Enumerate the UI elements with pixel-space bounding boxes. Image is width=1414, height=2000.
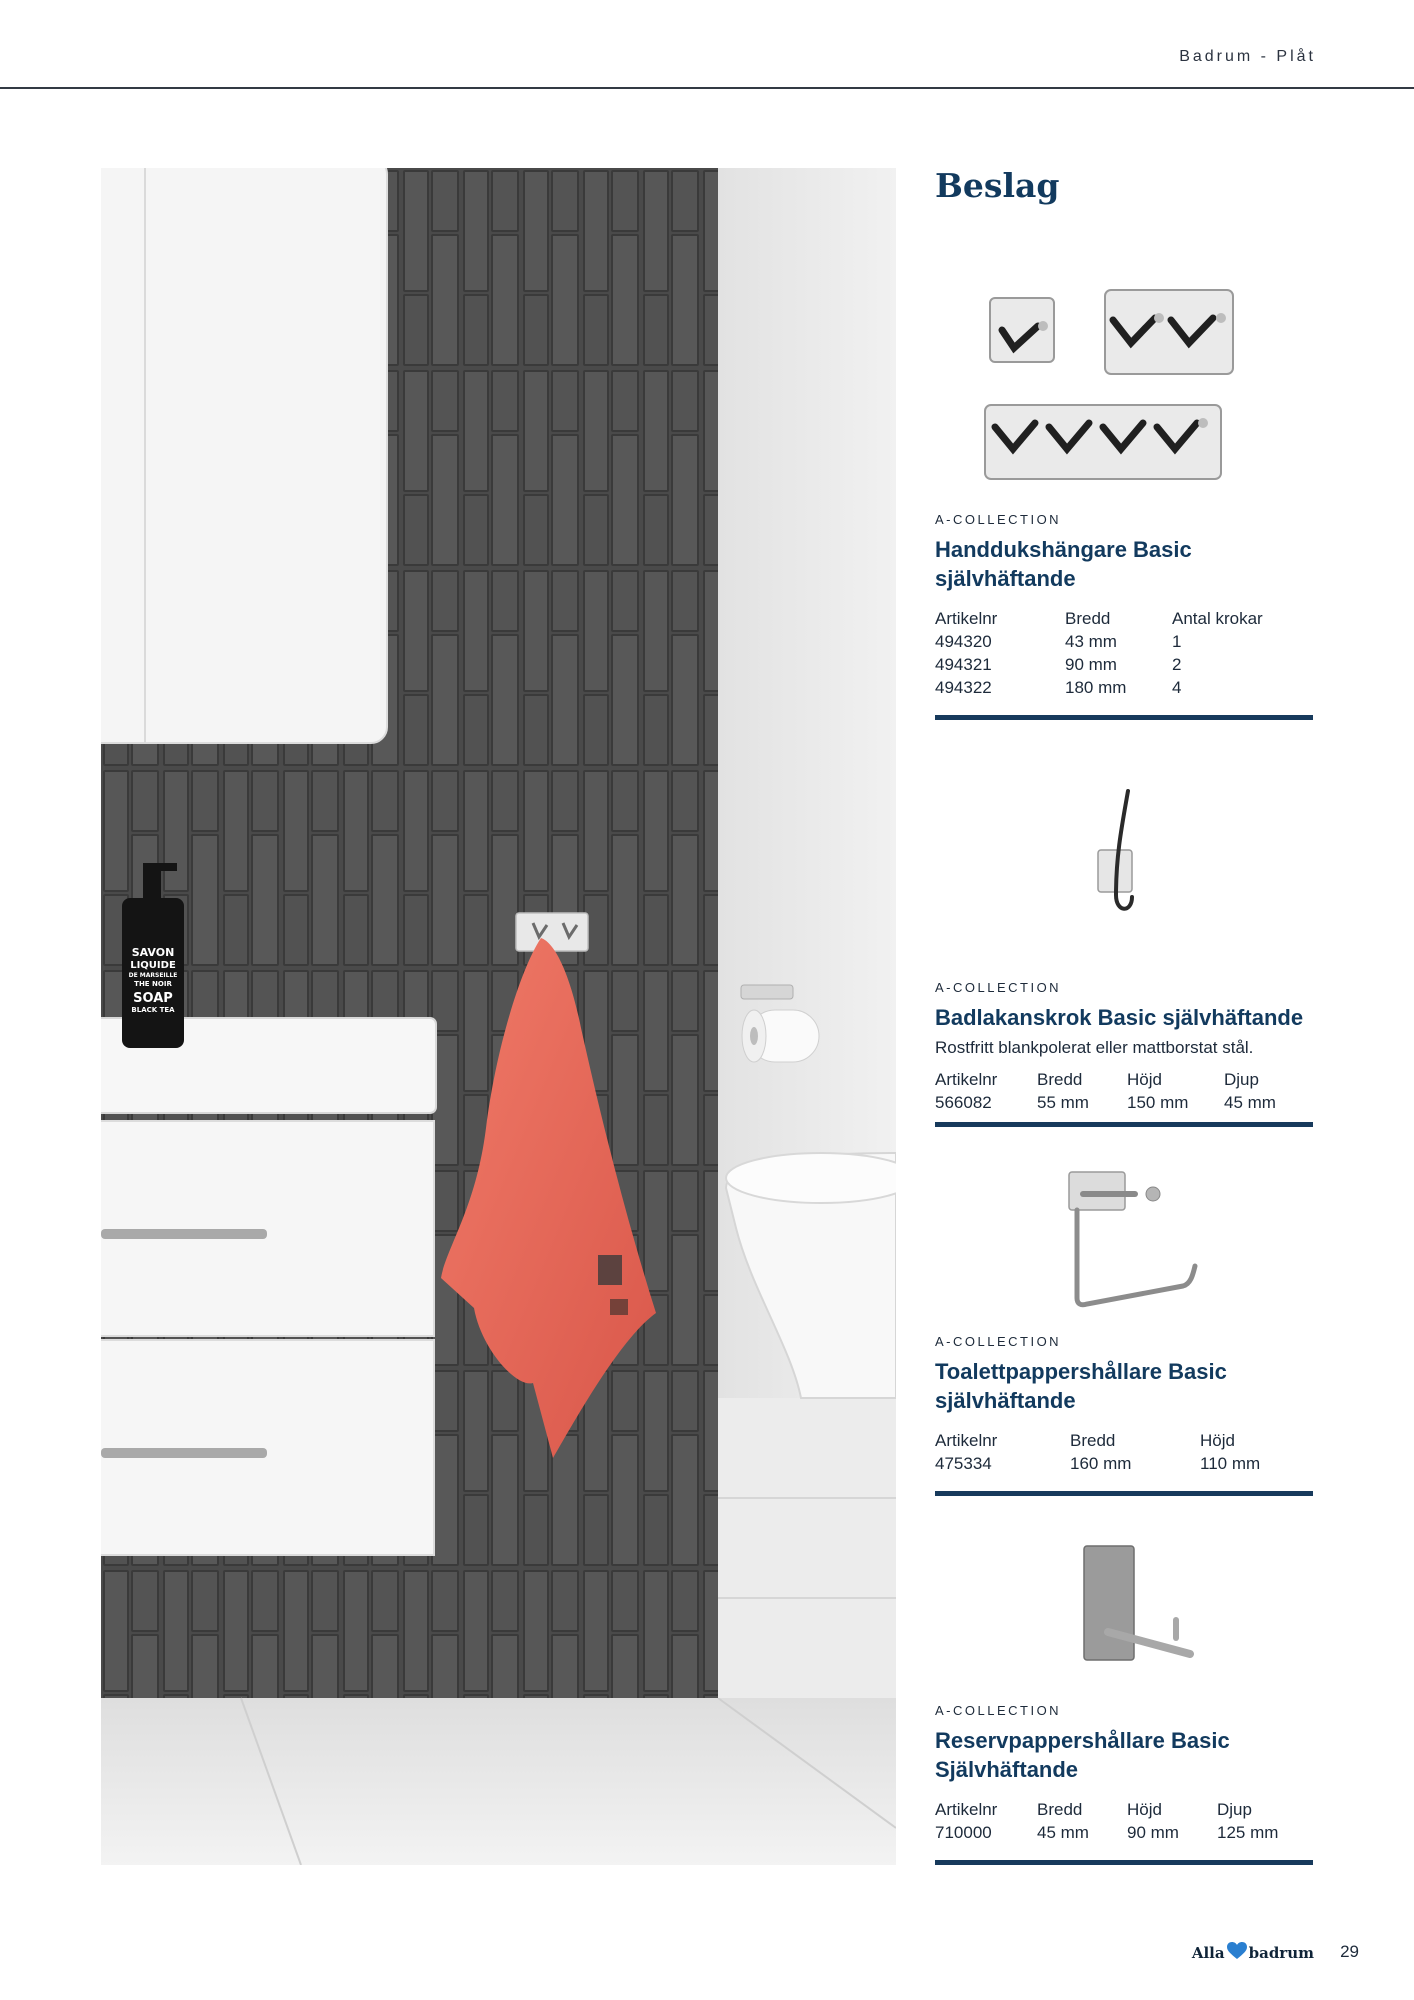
product-brand: A-COLLECTION xyxy=(935,512,1062,527)
spec-cell: 494320 xyxy=(935,632,992,651)
spec-cell: 45 mm xyxy=(1037,1823,1089,1842)
spec-cell: 710000 xyxy=(935,1823,992,1842)
spec-header: Artikelnr xyxy=(935,1070,998,1089)
toilet-paper-holder-image xyxy=(1065,1170,1200,1315)
product-name xyxy=(935,1357,1313,1415)
soap-label-line-1: SAVON xyxy=(131,946,175,959)
spec-cell: 90 mm xyxy=(1127,1823,1179,1842)
spec-header: Djup xyxy=(1217,1800,1252,1819)
spec-header: Artikelnr xyxy=(935,1431,998,1450)
product-divider xyxy=(935,715,1313,720)
section-title: Beslag xyxy=(935,166,1060,205)
towel-hook-4-image xyxy=(983,397,1228,488)
product-toilet-paper-holder xyxy=(935,1334,1313,1496)
spec-header: Höjd xyxy=(1127,1070,1162,1089)
product-name-line-1: Badlakanskrok Basic självhäftande xyxy=(935,1005,1304,1030)
spec-table xyxy=(935,1429,1313,1475)
product-name xyxy=(935,1003,1313,1032)
product-name xyxy=(935,1726,1313,1784)
spec-header: Bredd xyxy=(1037,1070,1083,1089)
product-name-line-1: Reservpappershållare Basic xyxy=(935,1728,1230,1753)
spec-header: Antal krokar xyxy=(1172,609,1263,628)
soap-label-line-2: LIQUIDE xyxy=(130,960,176,971)
header-divider xyxy=(0,87,1414,89)
product-brand: A-COLLECTION xyxy=(935,1703,1062,1718)
spec-cell: 55 mm xyxy=(1037,1093,1089,1112)
soap-label-line-4: THE NOIR xyxy=(134,980,172,988)
spec-header: Höjd xyxy=(1200,1431,1235,1450)
spec-cell: 110 mm xyxy=(1200,1454,1261,1473)
product-brand: A-COLLECTION xyxy=(935,1334,1062,1349)
spec-cell: 43 mm xyxy=(1065,632,1117,651)
spec-cell: 45 mm xyxy=(1224,1093,1276,1112)
spec-cell: 150 mm xyxy=(1127,1093,1189,1112)
product-name-line-1: Toalettpappershållare Basic xyxy=(935,1359,1227,1384)
product-name-line-2: självhäftande xyxy=(935,1388,1076,1413)
spec-cell: 566082 xyxy=(935,1093,992,1112)
logo-text-right: badrum xyxy=(1248,1944,1314,1962)
spec-cell: 494321 xyxy=(935,655,992,674)
spec-header: Artikelnr xyxy=(935,1800,998,1819)
product-brand: A-COLLECTION xyxy=(935,980,1062,995)
spec-table xyxy=(935,1068,1313,1114)
spec-cell: 494322 xyxy=(935,678,992,697)
product-bath-towel-hook xyxy=(935,980,1313,1127)
spec-cell: 180 mm xyxy=(1065,678,1127,697)
page-number: 29 xyxy=(1340,1942,1359,1961)
spec-cell: 475334 xyxy=(935,1454,992,1473)
towel-hook-1-image xyxy=(988,296,1058,371)
soap-label-line-5: SOAP xyxy=(133,991,173,1006)
spec-header: Bredd xyxy=(1065,609,1111,628)
spec-header: Bredd xyxy=(1070,1431,1116,1450)
bathroom-photo xyxy=(101,168,896,1865)
bath-towel-hook-image xyxy=(1094,785,1144,930)
alla-badrum-logo xyxy=(1192,1942,1314,1964)
product-divider xyxy=(935,1122,1313,1127)
product-towel-hook xyxy=(935,512,1313,720)
spec-cell: 4 xyxy=(1172,678,1182,697)
heart-icon xyxy=(1227,1942,1247,1964)
spec-cell: 160 mm xyxy=(1070,1454,1132,1473)
product-divider xyxy=(935,1491,1313,1496)
product-description: Rostfritt blankpolerat eller mattborstat stål. xyxy=(935,1038,1254,1057)
spec-header: Höjd xyxy=(1127,1800,1162,1819)
spec-table xyxy=(935,1798,1313,1844)
soap-label-line-6: BLACK TEA xyxy=(131,1006,175,1014)
towel-hook-2-image xyxy=(1103,288,1239,383)
soap-label-line-3: DE MARSEILLE xyxy=(128,972,178,979)
spec-cell: 1 xyxy=(1172,632,1182,651)
spec-cell: 90 mm xyxy=(1065,655,1117,674)
spec-cell: 125 mm xyxy=(1217,1823,1279,1842)
product-name xyxy=(935,535,1313,593)
product-name-line-1: Handdukshängare Basic xyxy=(935,537,1192,562)
spec-header: Djup xyxy=(1224,1070,1259,1089)
product-spare-paper-holder xyxy=(935,1703,1313,1865)
logo-text-left: Alla xyxy=(1191,1944,1225,1962)
breadcrumb: Badrum - Plåt xyxy=(1179,48,1316,65)
spec-header: Artikelnr xyxy=(935,609,998,628)
spec-cell: 2 xyxy=(1172,655,1182,674)
spec-header: Bredd xyxy=(1037,1800,1083,1819)
spare-paper-holder-image xyxy=(1080,1542,1200,1672)
product-divider xyxy=(935,1860,1313,1865)
product-name-line-2: självhäftande xyxy=(935,566,1076,591)
product-name-line-2: Självhäftande xyxy=(935,1757,1079,1782)
spec-table xyxy=(935,607,1313,699)
